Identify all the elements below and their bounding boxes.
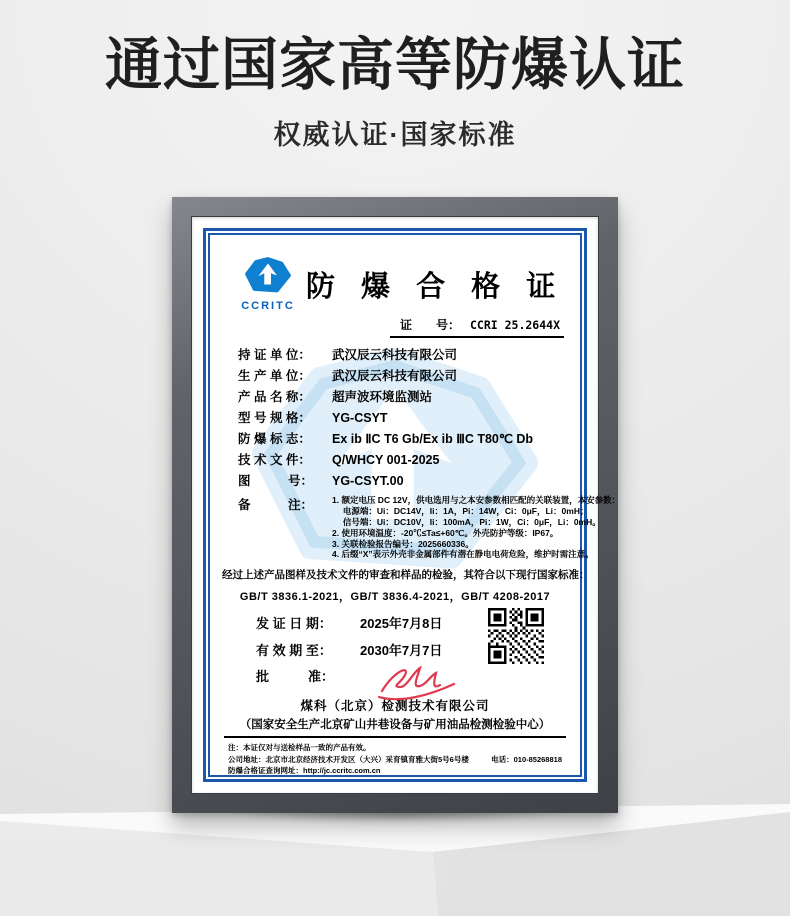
issue-date-label: 发 证 日 期：: [256, 616, 332, 632]
field-row-drawing-no: [238, 474, 568, 489]
footer-note: 注：本证仅对与送检样品一致的产品有效。: [228, 743, 371, 753]
notes-label: 备 注：: [238, 498, 314, 512]
footer-url: 防爆合格证查询网址：http://jc.ccritc.com.cn: [228, 765, 381, 775]
field-label: 产 品 名 称：: [238, 390, 311, 404]
approval-signature: [374, 659, 466, 705]
dates-section: [256, 616, 568, 685]
field-row-product-name: [238, 390, 568, 405]
note-line: 电源端：Ui：DC14V，Ii：1A，Pi：14W，Ci：0μF，Li：0mH；: [332, 505, 589, 516]
field-value: Ex ib ⅡC T6 Gb/Ex ib ⅢC T80℃ Db: [332, 432, 534, 446]
note-line: 1. 额定电压 DC 12V，供电选用与之本安参数相匹配的关联装置，本安参数：: [332, 495, 621, 505]
ccritc-logo-text: CCRITC: [241, 300, 295, 312]
field-value: YG-CSYT.00: [332, 474, 404, 488]
certificate-footer: [228, 742, 562, 776]
field-row-manufacturer: [238, 369, 568, 384]
field-row-ex-marking: [238, 432, 568, 447]
certificate-number-row: [222, 316, 564, 338]
conformity-statement: 经过上述产品图样及技术文件的审查和样品的检验，其符合以下现行国家标准：: [222, 569, 590, 582]
valid-until-value: 2030年7月7日: [360, 642, 443, 658]
certificate-title: 防 爆 合 格 证: [306, 271, 565, 303]
certificate-inner-border: [208, 233, 621, 777]
field-row-holder: [238, 348, 568, 363]
frame-mat: [192, 217, 621, 793]
notes-section: [238, 495, 621, 560]
field-value: 超声波环境监测站: [332, 390, 433, 404]
certificate-frame: [172, 197, 621, 813]
field-label: 持 证 单 位：: [238, 348, 311, 362]
field-value: Q/WHCY 001-2025: [332, 453, 440, 467]
ccritc-logo: [230, 257, 306, 312]
field-value: 武汉辰云科技有限公司: [332, 369, 458, 383]
issue-date-value: 2025年7月8日: [360, 616, 443, 632]
valid-until-label: 有 效 期 至：: [256, 642, 332, 658]
footer-phone: 电话：010-85268818: [491, 754, 562, 764]
certificate-fields: [238, 348, 568, 489]
issuer-subname: （国家安全生产北京矿山井巷设备与矿用油品检测检验中心）: [239, 719, 551, 732]
approval-row: [256, 669, 568, 685]
field-value: YG-CSYT: [332, 411, 388, 425]
qr-code: [488, 608, 544, 664]
field-value: 武汉辰云科技有限公司: [332, 348, 458, 362]
certificate-outer-border: [203, 228, 621, 782]
field-label: 型 号 规 格：: [238, 411, 311, 425]
ccritc-shield-icon: [244, 257, 292, 294]
page-subtitle: 权威认证·国家标准: [273, 119, 517, 150]
footer-address: 公司地址：北京市北京经济技术开发区（大兴）采育镇育雅大街5号6号楼: [228, 754, 469, 764]
page-title: 通过国家高等防爆认证: [105, 33, 685, 97]
field-label: 生 产 单 位：: [238, 369, 311, 383]
approval-label: 批 准：: [256, 669, 335, 685]
conformity-standards: GB/T 3836.1-2021，GB/T 3836.4-2021，GB/T 4208-2017: [239, 591, 551, 604]
field-label: 图 号：: [238, 474, 314, 488]
note-line: 4. 后缀“X”表示外壳非金属部件有潜在静电电荷危险，维护时需注意。: [332, 549, 594, 560]
certificate: [210, 235, 621, 775]
hero-banner: [0, 34, 790, 152]
field-label: 技 术 文 件：: [238, 453, 311, 467]
field-label: 防 爆 标 志：: [238, 432, 311, 446]
note-line: 3. 关联检验报告编号：2025660336。: [332, 538, 474, 549]
note-line: 信号端：Ui：DC10V，Ii：100mA，Pi：1W，Ci：0μF，Li：0mH。: [332, 516, 601, 527]
notes-text: [332, 495, 620, 560]
note-line: 2. 使用环境温度：-20℃≤Ta≤+60℃。外壳防护等级：IP67。: [332, 527, 559, 538]
certificate-number-label: 证 号：: [399, 318, 460, 332]
issuer-name: 煤科（北京）检测技术有限公司: [300, 699, 490, 714]
field-row-model: [238, 411, 568, 426]
certificate-number-value: CCRI 25.2644X: [469, 318, 560, 332]
field-row-tech-doc: [238, 453, 568, 468]
certificate-header: [230, 257, 564, 312]
